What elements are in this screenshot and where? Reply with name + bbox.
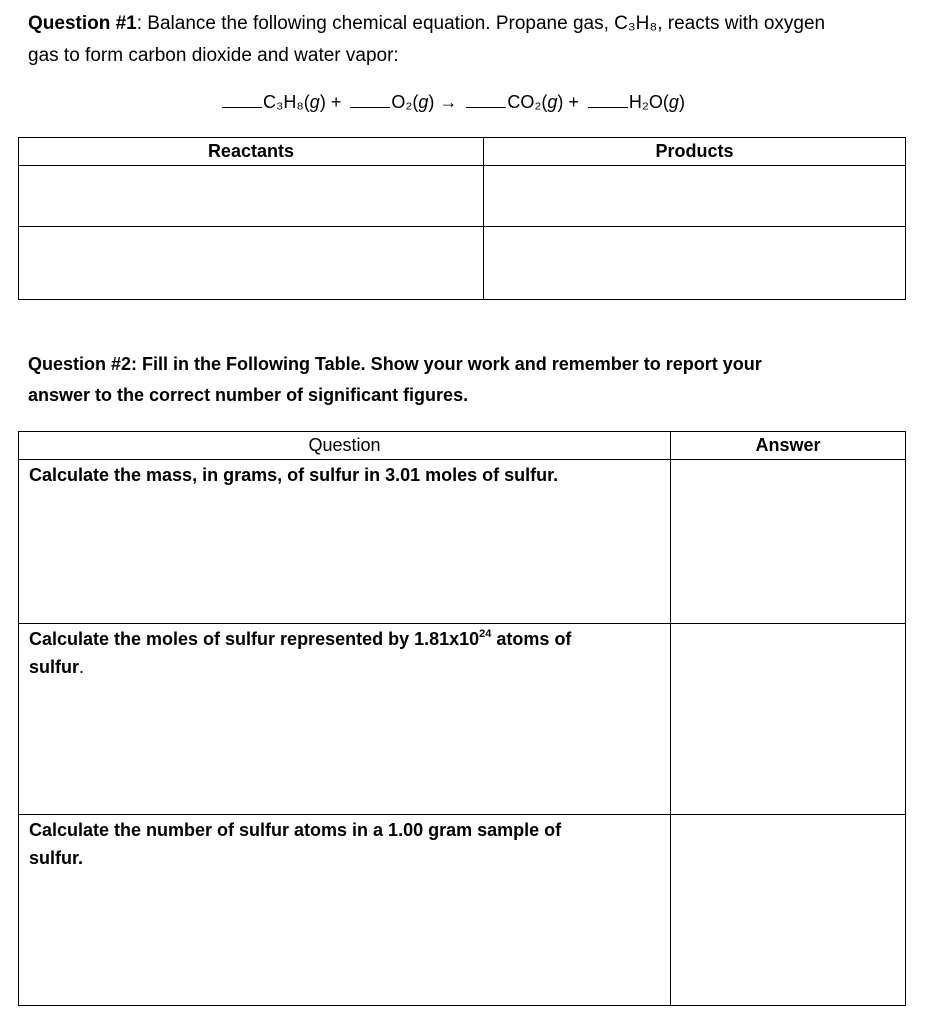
table-row — [19, 460, 906, 624]
plus-sign-1: + — [330, 92, 342, 112]
table-row — [19, 815, 906, 1006]
answer-cell-1[interactable] — [671, 460, 906, 624]
co2-coefficient-blank[interactable] — [466, 89, 506, 108]
question-3-text-line-2: sulfur. — [29, 848, 84, 868]
products-header: Products — [483, 138, 905, 166]
question-1-prompt-line-2: gas to form carbon dioxide and water vapor: — [28, 45, 399, 66]
answer-cell-2[interactable] — [671, 624, 906, 815]
propane-formula: C₃H₈ — [263, 92, 304, 112]
question-1-prompt-line-1: : Balance the following chemical equation. Propane gas, C₃H₈, reacts with oxygen — [136, 13, 826, 34]
question-2-prompt — [28, 349, 888, 411]
question-1-text: Calculate the mass, in grams, of sulfur in 3.01 moles of sulfur. — [29, 465, 559, 485]
question-cell-2 — [19, 624, 671, 815]
reactants-header: Reactants — [19, 138, 484, 166]
question-1-label: Question #1 — [28, 13, 137, 34]
question-2-text-line-2: sulfur — [29, 657, 80, 677]
answer-cell-3[interactable] — [671, 815, 906, 1006]
products-cell-2[interactable] — [483, 227, 905, 300]
question-cell-3 — [19, 815, 671, 1006]
exponent: 24 — [479, 628, 492, 640]
co2-formula: CO₂ — [507, 92, 542, 112]
propane-state: g — [309, 92, 320, 112]
water-state: g — [668, 92, 679, 112]
water-coefficient-blank[interactable] — [588, 89, 628, 108]
chemical-equation: C₃H₈(g) + O₂(g) → CO₂(g) + H₂O(g) — [222, 88, 685, 116]
question-3-text-line-1: Calculate the number of sulfur atoms in a 1.00 gram sample of — [29, 820, 562, 840]
table-header-row — [19, 138, 906, 166]
question-answer-table — [18, 431, 906, 1006]
question-2-prompt-line-1: : Fill in the Following Table. Show your work and remember to report your — [131, 354, 762, 374]
plus-sign-2: + — [568, 92, 579, 112]
table-header-row — [19, 432, 906, 460]
question-cell-1 — [19, 460, 671, 624]
oxygen-formula: O₂ — [391, 92, 413, 112]
co2-state: g — [547, 92, 558, 112]
oxygen-coefficient-blank[interactable] — [350, 89, 390, 108]
table-row — [19, 227, 906, 300]
question-1-prompt — [28, 8, 908, 72]
question-2-text-part-a: Calculate the moles of sulfur represented by 1.81x10 — [29, 629, 480, 649]
propane-coefficient-blank[interactable] — [222, 89, 262, 108]
reactants-cell-1[interactable] — [19, 166, 484, 227]
oxygen-state: g — [418, 92, 429, 112]
water-formula: H₂O — [628, 92, 663, 112]
question-2-text-part-b: atoms of — [491, 629, 572, 649]
answer-header: Answer — [671, 432, 906, 460]
question-2-prompt-line-2: answer to the correct number of significant figures. — [28, 385, 469, 405]
reaction-arrow-icon: → — [439, 92, 458, 112]
reactants-products-table — [18, 137, 906, 300]
table-row — [19, 624, 906, 815]
reactants-cell-2[interactable] — [19, 227, 484, 300]
question-2-label: Question #2 — [28, 354, 132, 374]
question-2-text-period: . — [79, 657, 85, 677]
products-cell-1[interactable] — [483, 166, 905, 227]
question-header: Question — [19, 432, 671, 460]
table-row — [19, 166, 906, 227]
